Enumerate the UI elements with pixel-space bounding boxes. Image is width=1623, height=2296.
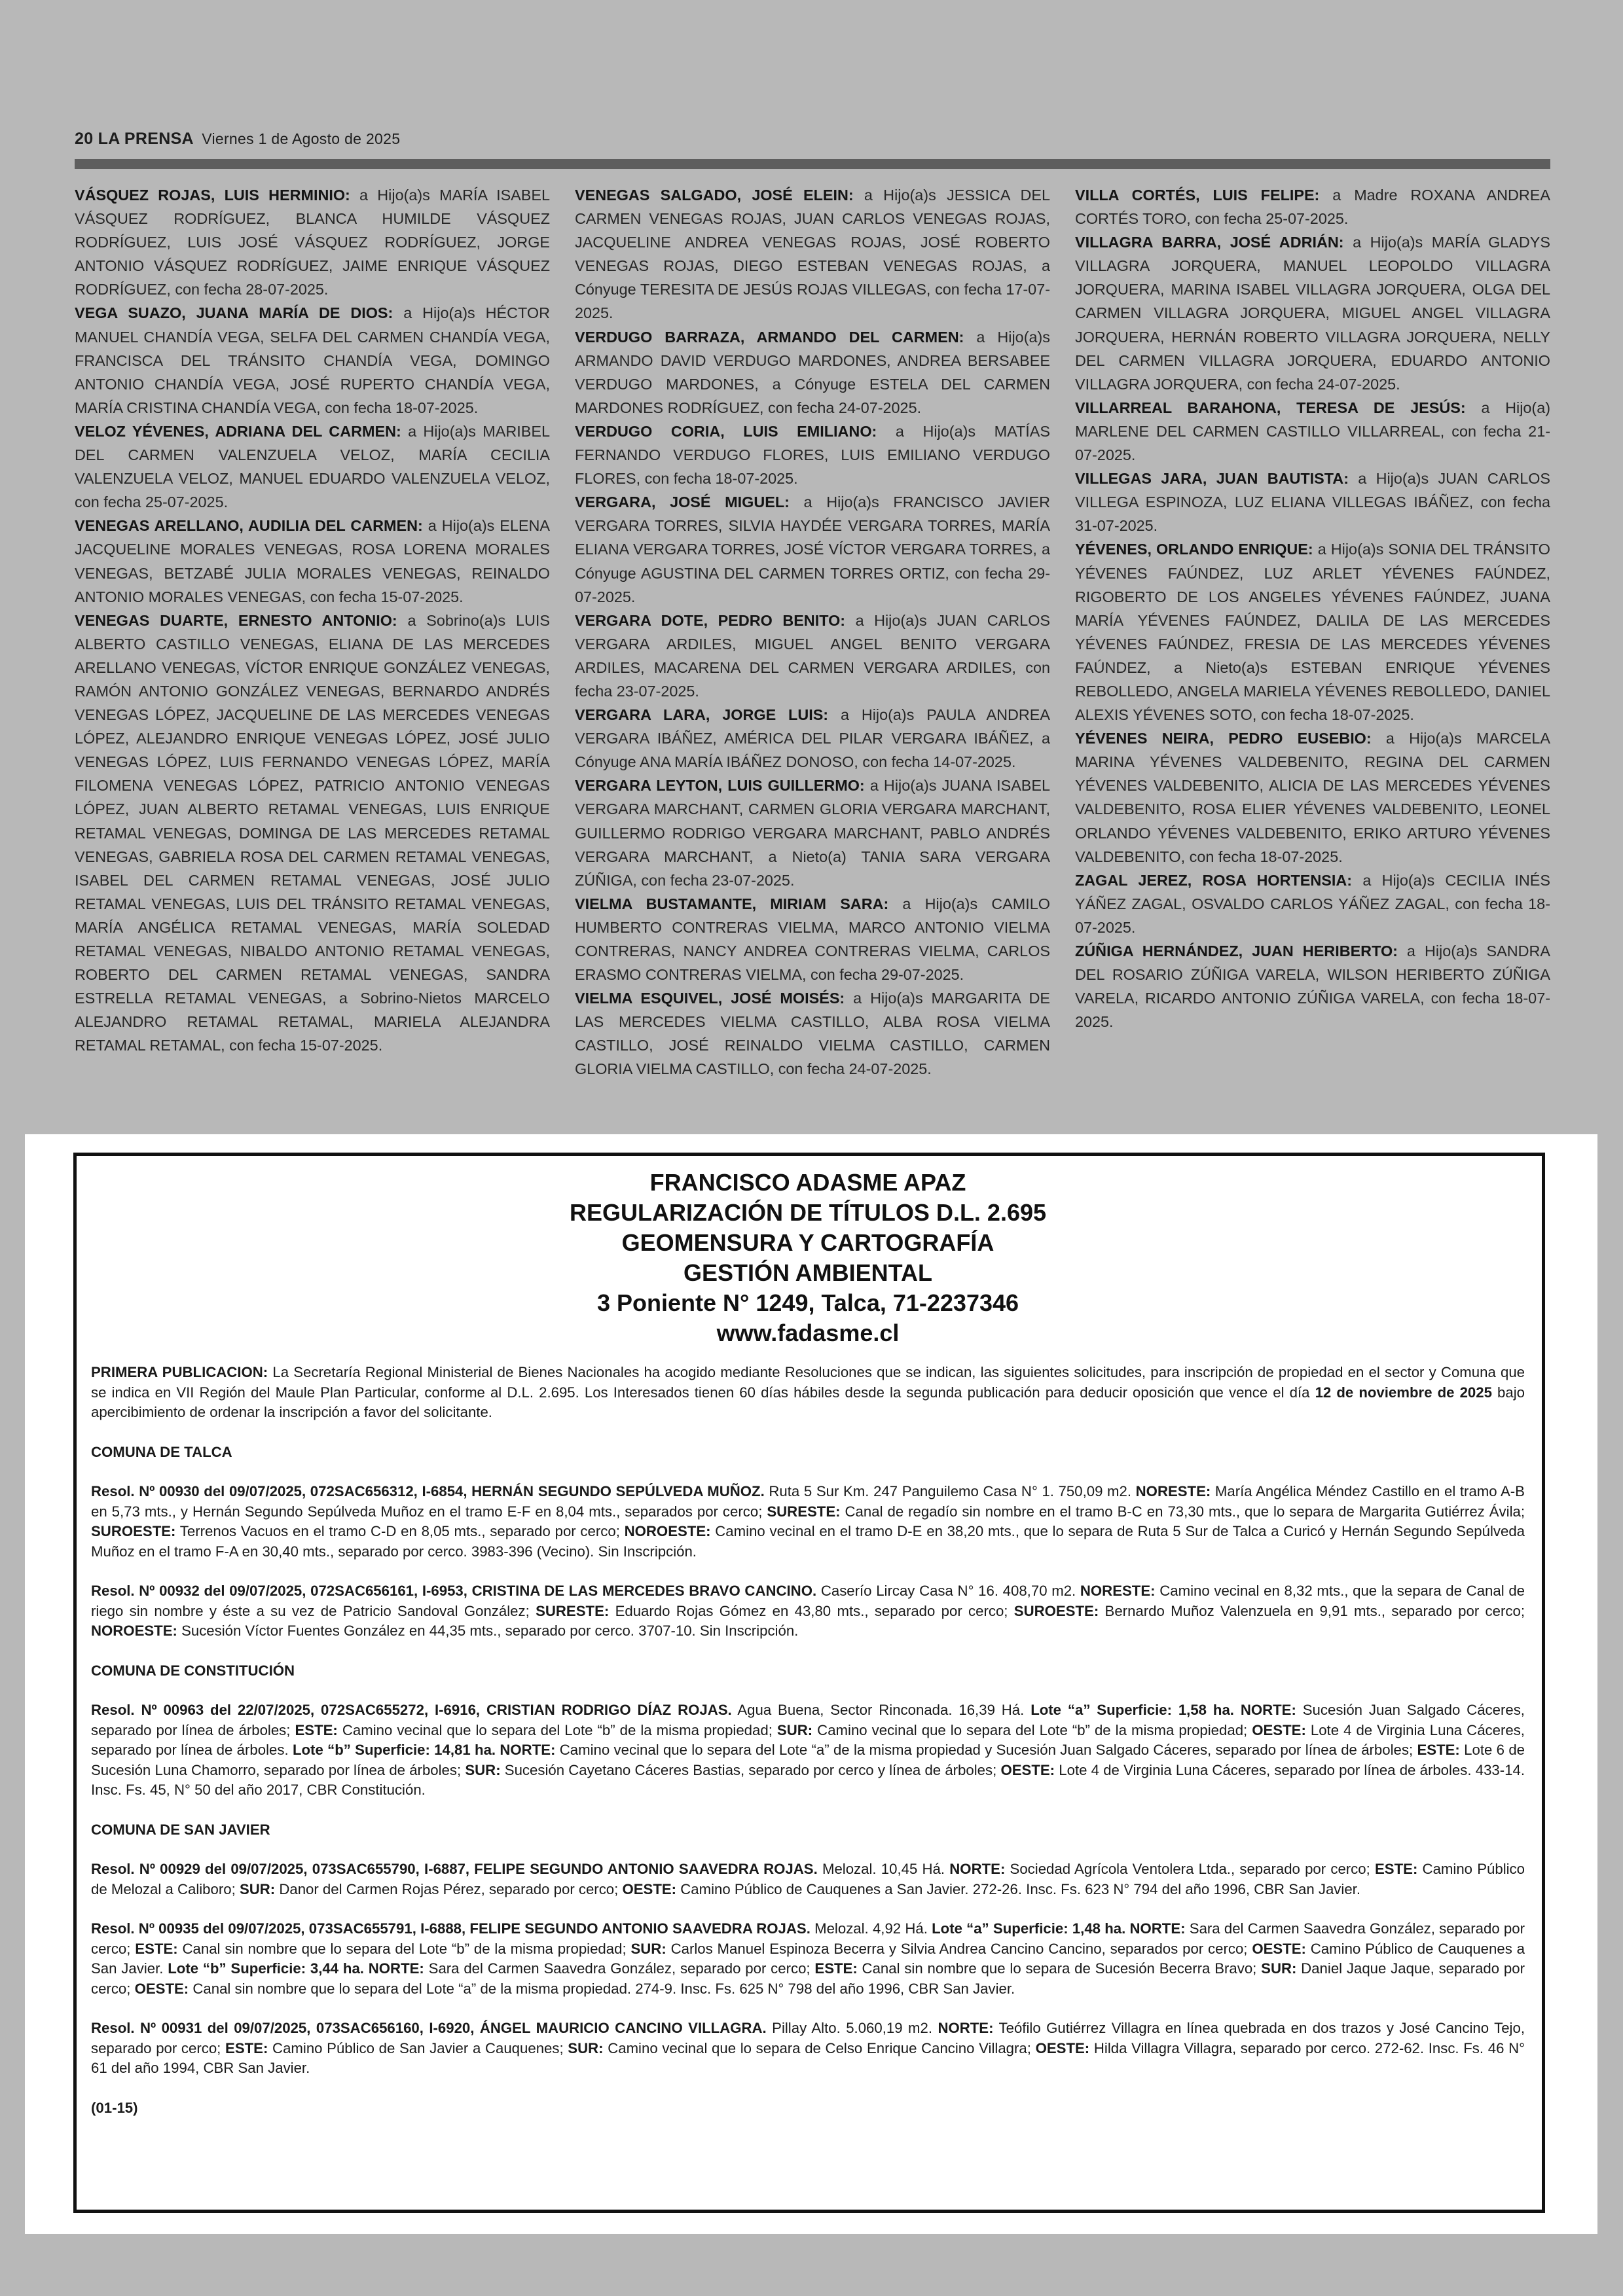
bold-run: Resol. Nº 00929 del 09/07/2025, 073SAC655790, I-6887, FELIPE SEGUNDO ANTONIO SAAVEDRA ROJAS. — [91, 1861, 818, 1877]
bold-run: Lote “b” Superficie: 3,44 ha. NORTE: — [168, 1960, 424, 1977]
death-notices — [75, 183, 1550, 1126]
text-run: Sociedad Agrícola Ventolera Ltda., separado por cerco; — [1005, 1861, 1375, 1877]
heirs-text: a Hijo(a)s MARGARITA DE LAS MERCEDES VIELMA CASTILLO, ALBA ROSA VIELMA CASTILLO, JOSÉ REINALDO VIELMA CASTILLO, CARMEN GLORIA VIELMA CASTILLO, con fecha 24-07-2025. — [575, 990, 1050, 1078]
deceased-name: VIELMA BUSTAMANTE, MIRIAM SARA: — [575, 895, 889, 912]
deceased-name: VERGARA LEYTON, LUIS GUILLERMO: — [575, 777, 865, 795]
notice-entry — [1075, 230, 1550, 396]
page-header — [75, 130, 1550, 156]
text-run: Hilda Villagra Villagra, separado por cerco. 272-62. Insc. Fs. 46 N° 61 del año 1994, CBR San Javier. — [91, 2039, 1525, 2076]
text-run: La Secretaría Regional Ministerial de Bienes Nacionales ha acogido mediante Resoluciones que se indican, las siguientes solicitudes, para inscripción de propiedad en el sector y Comuna que se indica en VII Región del Maule Plan Particular, conforme al D.L. 2.695. Los Interesados tienen 60 días hábiles desde la segunda publicación para deducir oposición que vence el día — [91, 1364, 1525, 1401]
notice-code: (01-15) — [91, 2099, 138, 2116]
heirs-text: a Hijo(a)s JUAN CARLOS VILLEGA ESPINOZA, LUZ ELIANA VILLEGAS IBÁÑEZ, con fecha 31-07-2025. — [1075, 470, 1551, 535]
bold-run: OESTE: — [134, 1980, 189, 1997]
notice-entry — [575, 986, 1050, 1081]
heirs-text: a Hijo(a)s MARÍA ISABEL VÁSQUEZ RODRÍGUEZ, BLANCA HUMILDE VÁSQUEZ RODRÍGUEZ, LUIS JOSÉ VÁSQUEZ RODRÍGUEZ, JORGE ANTONIO VÁSQUEZ RODRÍGUEZ, JAIME ENRIQUE VÁSQUEZ RODRÍGUEZ, con fecha 28-07-2025. — [75, 187, 550, 298]
text-run: Pillay Alto. 5.060,19 m2. — [766, 2020, 938, 2036]
text-run: Canal de regadío sin nombre en el tramo B-C en 73,30 mts., que lo separa de Margarita Gutiérrez Ávila; — [840, 1503, 1525, 1520]
notice-entry — [575, 490, 1050, 608]
text-run: Canal sin nombre que lo separa del Lote “a” de la misma propiedad. 274-9. Insc. Fs. 625 N° 798 del año 1996, CBR San Javier. — [189, 1980, 1015, 1997]
bold-run: SUROESTE: — [1013, 1602, 1099, 1619]
deceased-name: YÉVENES, ORLANDO ENRIQUE: — [1075, 541, 1313, 558]
bold-run: NOROESTE: — [91, 1623, 177, 1639]
notice-box — [73, 1153, 1545, 2213]
commune-heading: COMUNA DE SAN JAVIER — [91, 1821, 270, 1838]
bold-run: OESTE: — [1252, 1940, 1306, 1957]
column-1 — [75, 183, 550, 1126]
text-run: Lote 4 de Virginia Luna Cáceres, separado por línea de árboles. 433-14. Insc. Fs. 45, N° 50 del año 2017, CBR Constitución. — [91, 1761, 1525, 1798]
notice-entry — [575, 774, 1050, 891]
resolution-item — [91, 1482, 1525, 1562]
deceased-name: VELOZ YÉVENES, ADRIANA DEL CARMEN: — [75, 422, 401, 440]
bold-run: ESTE: — [1417, 1742, 1460, 1758]
bold-run: SURESTE: — [767, 1503, 841, 1520]
heirs-text: a Hijo(a)s MARCELA MARINA YÉVENES VALDEBENITO, REGINA DEL CARMEN YÉVENES VALDEBENITO, ALICIA DE LAS MERCEDES YÉVENES VALDEBENITO, ROSA ELIER YÉVENES VALDEBENITO, LEONEL ORLANDO YÉVENES VALDEBENITO, ERIKO ARTURO YÉVENES VALDEBENITO, con fecha 18-07-2025. — [1075, 730, 1550, 865]
bold-run: SURESTE: — [536, 1602, 610, 1619]
deceased-name: VENEGAS ARELLANO, AUDILIA DEL CARMEN: — [75, 517, 423, 535]
text-run: Canal sin nombre que lo separa del Lote “b” de la misma propiedad; — [177, 1940, 631, 1957]
bold-run: SUR: — [630, 1940, 666, 1957]
deceased-name: VILLAGRA BARRA, JOSÉ ADRIÁN: — [1075, 234, 1344, 251]
deceased-name: VERGARA DOTE, PEDRO BENITO: — [575, 611, 846, 629]
text-run: Sucesión Cayetano Cáceres Bastias, separado por cerco y línea de árboles; — [500, 1761, 1001, 1778]
heirs-text: a Hijo(a)s ARMANDO DAVID VERDUGO MARDONES, ANDREA BERSABEE VERDUGO MARDONES, a Cónyuge ESTELA DEL CARMEN MARDONES RODRÍGUEZ, con fecha 24-07-2025. — [575, 328, 1050, 416]
notice-entry — [1075, 396, 1550, 467]
deceased-name: VERGARA, JOSÉ MIGUEL: — [575, 493, 790, 511]
notice-entry — [1075, 939, 1550, 1033]
resolution-item — [91, 1859, 1525, 1899]
text-run: Camino vecinal que lo separa del Lote “b” de la misma propiedad; — [812, 1721, 1252, 1738]
resolution-item — [91, 1581, 1525, 1641]
bold-run: OESTE: — [1035, 2039, 1090, 2056]
commune-heading: COMUNA DE CONSTITUCIÓN — [91, 1662, 295, 1679]
heirs-text: a Hijo(a)s JESSICA DEL CARMEN VENEGAS ROJAS, JUAN CARLOS VENEGAS ROJAS, JACQUELINE ANDREA VENEGAS ROJAS, JOSÉ ROBERTO VENEGAS ROJAS, DIEGO ESTEBAN VENEGAS ROJAS, a Cónyuge TERESITA DE JESÚS ROJAS VILLEGAS, con fecha 17-07-2025. — [575, 187, 1050, 322]
resolution-item — [91, 2018, 1525, 2079]
bold-run: ESTE: — [135, 1940, 178, 1957]
heirs-text: a Hijo(a)s HÉCTOR MANUEL CHANDÍA VEGA, SELFA DEL CARMEN CHANDÍA VEGA, FRANCISCA DEL TRÁNSITO CHANDÍA VEGA, DOMINGO ANTONIO CHANDÍA VEGA, JOSÉ RUPERTO CHANDÍA VEGA, MARÍA CRISTINA CHANDÍA VEGA, con fecha 18-07-2025. — [75, 304, 550, 416]
heirs-text: a Hijo(a)s MATÍAS FERNANDO VERDUGO FLORES, LUIS EMILIANO VERDUGO FLORES, con fecha 18-07-2025. — [575, 422, 1050, 488]
text-run: Camino Público de Cauquenes a San Javier. 272-26. Insc. Fs. 623 N° 794 del año 1996, CBR San Javier. — [676, 1880, 1360, 1897]
text-run: Agua Buena, Sector Rinconada. 16,39 Há. — [731, 1702, 1031, 1718]
bold-run: ESTE: — [225, 2039, 268, 2056]
text-run: Camino Público de San Javier a Cauquenes; — [268, 2039, 568, 2056]
notice-heading-line: REGULARIZACIÓN DE TÍTULOS D.L. 2.695 — [569, 1199, 1047, 1226]
deceased-name: VENEGAS SALGADO, JOSÉ ELEIN: — [575, 187, 854, 204]
bold-run: 12 de noviembre de 2025 — [1315, 1384, 1492, 1401]
heirs-text: a Hijo(a)s PAULA ANDREA VERGARA IBÁÑEZ, AMÉRICA DEL PILAR VERGARA IBÁÑEZ, a Cónyuge ANA MARÍA IBÁÑEZ DONOSO, con fecha 14-07-2025. — [575, 706, 1051, 771]
notice-entry — [1075, 537, 1550, 726]
text-run: Terrenos Vacuos en el tramo C-D en 8,05 mts., separado por cerco; — [175, 1523, 625, 1539]
notice-intro — [91, 1363, 1525, 1423]
notice-heading-line: GESTIÓN AMBIENTAL — [684, 1259, 932, 1286]
bold-run: Lote “a” Superficie: 1,58 ha. NORTE: — [1030, 1702, 1296, 1718]
column-2 — [575, 183, 1050, 1126]
column-3 — [1075, 183, 1550, 1126]
deceased-name: VÁSQUEZ ROJAS, LUIS HERMINIO: — [75, 187, 350, 204]
deceased-name: YÉVENES NEIRA, PEDRO EUSEBIO: — [1075, 730, 1372, 747]
text-run: Camino Público de Cauquenes a San Javier. — [91, 1940, 1525, 1977]
bold-run: Resol. Nº 00932 del 09/07/2025, 072SAC656161, I-6953, CRISTINA DE LAS MERCEDES BRAVO CANCINO. — [91, 1583, 817, 1599]
text-run: Camino vecinal que lo separa del Lote “b” de la misma propiedad; — [337, 1721, 777, 1738]
newspaper-name: LA PRENSA — [98, 130, 193, 148]
issue-date: Viernes 1 de Agosto de 2025 — [202, 130, 401, 147]
bold-run: NORESTE: — [1080, 1583, 1156, 1599]
text-run: Daniel Jaque Jaque, separado por cerco; — [91, 1960, 1525, 1997]
header-rule — [75, 159, 1550, 169]
folio — [75, 130, 400, 148]
text-run: Lote 4 de Virginia Luna Cáceres, separado por línea de árboles. — [91, 1721, 1525, 1758]
notice-heading-line: 3 Poniente N° 1249, Talca, 71-2237346 — [596, 1289, 1019, 1316]
notice-heading-line: GEOMENSURA Y CARTOGRAFÍA — [621, 1229, 994, 1256]
text-run: Melozal. 4,92 Há. — [810, 1920, 932, 1937]
bold-run: OESTE: — [1252, 1721, 1306, 1738]
notice-entry — [575, 892, 1050, 986]
deceased-name: VILLEGAS JARA, JUAN BAUTISTA: — [1075, 470, 1349, 488]
deceased-name: VILLARREAL BARAHONA, TERESA DE JESÚS: — [1075, 399, 1466, 416]
deceased-name: VERDUGO BARRAZA, ARMANDO DEL CARMEN: — [575, 328, 964, 346]
bold-run: PRIMERA PUBLICACION: — [91, 1364, 268, 1380]
bold-run: Resol. Nº 00931 del 09/07/2025, 073SAC656160, I-6920, ÁNGEL MAURICIO CANCINO VILLAGRA. — [91, 2020, 767, 2036]
deceased-name: ZAGAL JEREZ, ROSA HORTENSIA: — [1075, 871, 1353, 889]
notice-sections — [91, 1443, 1525, 2079]
notice-entry — [575, 703, 1050, 774]
heirs-text: a Hijo(a) MARLENE DEL CARMEN CASTILLO VILLARREAL, con fecha 21-07-2025. — [1075, 399, 1551, 464]
text-run: Melozal. 10,45 Há. — [817, 1861, 950, 1877]
heirs-text: a Hijo(a)s ELENA JACQUELINE MORALES VENEGAS, ROSA LORENA MORALES VENEGAS, BETZABÉ JULIA MORALES VENEGAS, REINALDO ANTONIO MORALES VENEGAS, con fecha 15-07-2025. — [75, 517, 550, 605]
notice-entry — [575, 420, 1050, 490]
heirs-text: a Hijo(a)s SONIA DEL TRÁNSITO YÉVENES FAÚNDEZ, LUZ ARLET YÉVENES FAÚNDEZ, RIGOBERTO DE LOS ANGELES YÉVENES FAÚNDEZ, JUANA MARÍA YÉVENES FAÚNDEZ, DALILA DE LAS MERCEDES YÉVENES FAÚNDEZ, FRESIA DE LAS MERCEDES YÉVENES FAÚNDEZ, a Nieto(a)s ESTEBAN ENRIQUE YÉVENES REBOLLEDO, ANGELA MARIELA YÉVENES REBOLLEDO, DANIEL ALEXIS YÉVENES SOTO, con fecha 18-07-2025. — [1075, 541, 1550, 724]
heirs-text: a Hijo(a)s FRANCISCO JAVIER VERGARA TORRES, SILVIA HAYDÉE VERGARA TORRES, MARÍA ELIANA VERGARA TORRES, JOSÉ VÍCTOR VERGARA TORRES, a Cónyuge AGUSTINA DEL CARMEN TORRES ORTIZ, con fecha 29-07-2025. — [575, 493, 1050, 605]
heirs-text: a Hijo(a)s MARIBEL DEL CARMEN VALENZUELA VELOZ, MARÍA CECILIA VALENZUELA VELOZ, MANUEL EDUARDO VALENZUELA VELOZ, con fecha 25-07-2025. — [75, 422, 550, 511]
text-run: Teófilo Gutiérrez Villagra en línea quebrada en dos trazos y José Cancino Tejo, separado por cerco; — [91, 2020, 1525, 2056]
deceased-name: VEGA SUAZO, JUANA MARÍA DE DIOS: — [75, 304, 393, 322]
text-run: Sucesión Víctor Fuentes González en 44,35 mts., separado por cerco. 3707-10. Sin Inscripción. — [177, 1623, 799, 1639]
notice-entry — [1075, 183, 1550, 230]
heirs-text: a Sobrino(a)s LUIS ALBERTO CASTILLO VENEGAS, ELIANA DE LAS MERCEDES ARELLANO VENEGAS, VÍCTOR ENRIQUE GONZÁLEZ VENEGAS, RAMÓN ANTONIO GONZÁLEZ VENEGAS, BERNARDO ANDRÉS VENEGAS LÓPEZ, JACQUELINE DE LAS MERCEDES VENEGAS LÓPEZ, ALEJANDRO ENRIQUE VENEGAS LÓPEZ, JOSÉ JULIO VENEGAS LÓPEZ, LUIS FERNANDO VENEGAS LÓPEZ, MARÍA FILOMENA VENEGAS LÓPEZ, PATRICIO ANTONIO VENEGAS LÓPEZ, JUAN ALBERTO RETAMAL VENEGAS, LUIS ENRIQUE RETAMAL VENEGAS, DOMINGA DE LAS MERCEDES RETAMAL VENEGAS, GABRIELA ROSA DEL CARMEN RETAMAL VENEGAS, ISABEL DEL CARMEN RETAMAL VENEGAS, JOSÉ JULIO RETAMAL VENEGAS, LUIS DEL TRÁNSITO RETAMAL VENEGAS, MARÍA ANGÉLICA RETAMAL VENEGAS, MARÍA SOLEDAD RETAMAL VENEGAS, NIBALDO ANTONIO RETAMAL VENEGAS, ROBERTO DEL CARMEN RETAMAL VENEGAS, SANDRA ESTRELLA RETAMAL VENEGAS, a Sobrino-Nietos MARCELO ALEJANDRO RETAMAL RETAMAL, MARIELA ALEJANDRA RETAMAL RETAMAL, con fecha 15-07-2025. — [75, 611, 550, 1054]
heirs-text: a Madre ROXANA ANDREA CORTÉS TORO, con fecha 25-07-2025. — [1075, 187, 1550, 228]
heirs-text: a Hijo(a)s JUAN CARLOS VERGARA ARDILES, MIGUEL ANGEL BENITO VERGARA ARDILES, MACARENA DEL CARMEN VERGARA ARDILES, con fecha 23-07-2025. — [575, 611, 1050, 700]
deceased-name: ZÚÑIGA HERNÁNDEZ, JUAN HERIBERTO: — [1075, 942, 1398, 960]
notice-entry — [1075, 467, 1550, 537]
heirs-text: a Hijo(a)s JUANA ISABEL VERGARA MARCHANT, CARMEN GLORIA VERGARA MARCHANT, GUILLERMO RODRIGO VERGARA MARCHANT, PABLO ANDRÉS VERGARA MARCHANT, a Nieto(a) TANIA SARA VERGARA ZÚÑIGA, con fecha 23-07-2025. — [575, 777, 1051, 889]
notice-body — [91, 1363, 1525, 2118]
deceased-name: VILLA CORTÉS, LUIS FELIPE: — [1075, 187, 1320, 204]
bold-run: Resol. Nº 00935 del 09/07/2025, 073SAC655791, I-6888, FELIPE SEGUNDO ANTONIO SAAVEDRA ROJAS. — [91, 1920, 811, 1937]
text-run: Sucesión Juan Salgado Cáceres, separado por línea de árboles; — [91, 1702, 1525, 1738]
notice-entry — [75, 420, 550, 514]
notice-heading-line: www.fadasme.cl — [716, 1319, 900, 1346]
text-run: Caserío Lircay Casa N° 16. 408,70 m2. — [816, 1583, 1080, 1599]
bold-run: NOROESTE: — [624, 1523, 711, 1539]
bold-run: NORESTE: — [1135, 1483, 1211, 1499]
deceased-name: VENEGAS DUARTE, ERNESTO ANTONIO: — [75, 611, 397, 629]
text-run: Bernardo Muñoz Valenzuela en 9,91 mts., separado por cerco; — [1099, 1602, 1525, 1619]
bold-run: Lote “a” Superficie: 1,48 ha. NORTE: — [932, 1920, 1186, 1937]
notice-entry — [75, 609, 550, 1058]
bold-run: OESTE: — [1000, 1761, 1055, 1778]
bold-run: SUR: — [568, 2039, 604, 2056]
resolution-item — [91, 1919, 1525, 1999]
text-run: Camino vecinal que lo separa del Lote “a” de la misma propiedad y Sucesión Juan Salgado Cáceres, separado por línea de árboles; — [555, 1742, 1417, 1758]
deceased-name: VERDUGO CORIA, LUIS EMILIANO: — [575, 422, 877, 440]
notice-entry — [575, 325, 1050, 420]
bold-run: ESTE: — [295, 1721, 338, 1738]
notice-entry — [575, 183, 1050, 325]
bold-run: SUR: — [239, 1880, 276, 1897]
commune-heading: COMUNA DE TALCA — [91, 1443, 232, 1460]
deceased-name: VERGARA LARA, JORGE LUIS: — [575, 706, 829, 724]
notice-entry — [1075, 726, 1550, 869]
text-run: María Angélica Méndez Castillo en el tramo A-B en 5,73 mts., y Hernán Segundo Sepúlveda Muñoz en el tramo E-F en 8,04 mts., separados por cerco; — [91, 1483, 1525, 1520]
bold-run: Resol. Nº 00930 del 09/07/2025, 072SAC656312, I-6854, HERNÁN SEGUNDO SEPÚLVEDA MUÑOZ. — [91, 1483, 765, 1499]
text-run: bajo apercibimiento de ordenar la inscripción a favor del solicitante. — [91, 1384, 1525, 1420]
notice-entry — [575, 609, 1050, 703]
text-run: Eduardo Rojas Gómez en 43,80 mts., separado por cerco; — [609, 1602, 1014, 1619]
bold-run: NORTE: — [938, 2020, 994, 2036]
text-run: Danor del Carmen Rojas Pérez, separado por cerco; — [275, 1880, 623, 1897]
bold-run: NORTE: — [949, 1861, 1006, 1877]
bold-run: ESTE: — [814, 1960, 858, 1977]
text-run: Camino vecinal en el tramo D-E en 38,20 mts., que lo separa de Ruta 5 Sur de Talca a Curicó y Hernán Segundo Sepúlveda Muñoz en el tramo F-A en 30,40 mts., separado por cerco. 3983-396 (Vecino). Sin Inscripción. — [91, 1523, 1525, 1560]
notice-entry — [75, 514, 550, 608]
text-run: Canal sin nombre que lo separa de Sucesión Becerra Bravo; — [857, 1960, 1262, 1977]
bold-run: SUR: — [465, 1761, 501, 1778]
text-run: Ruta 5 Sur Km. 247 Panguilemo Casa N° 1. 750,09 m2. — [764, 1483, 1136, 1499]
text-run: Sara del Carmen Saavedra González, separado por cerco; — [91, 1920, 1525, 1957]
notice-entry — [75, 301, 550, 419]
notice-heading-line: FRANCISCO ADASME APAZ — [649, 1169, 966, 1196]
bold-run: OESTE: — [622, 1880, 677, 1897]
bold-run: Lote “b” Superficie: 14,81 ha. NORTE: — [292, 1742, 556, 1758]
bold-run: SUR: — [1261, 1960, 1297, 1977]
text-run: Sara del Carmen Saavedra González, separado por cerco; — [424, 1960, 815, 1977]
bold-run: SUR: — [776, 1721, 813, 1738]
heirs-text: a Hijo(a)s SANDRA DEL ROSARIO ZÚÑIGA VARELA, WILSON HERIBERTO ZÚÑIGA VARELA, RICARDO ANTONIO ZÚÑIGA VARELA, con fecha 18-07-2025. — [1075, 942, 1550, 1031]
text-run: Camino vecinal que lo separa de Celso Enrique Cancino Villagra; — [603, 2039, 1036, 2056]
heirs-text: a Hijo(a)s CAMILO HUMBERTO CONTRERAS VIELMA, MARCO ANTONIO VIELMA CONTRERAS, NANCY ANDREA CONTRERAS VIELMA, CARLOS ERASMO CONTRERAS VIELMA, con fecha 29-07-2025. — [575, 895, 1050, 984]
notice-entry — [75, 183, 550, 301]
text-run: Camino Público de Melozal a Caliboro; — [91, 1861, 1525, 1897]
bold-run: Resol. Nº 00963 del 22/07/2025, 072SAC655272, I-6916, CRISTIAN RODRIGO DÍAZ ROJAS. — [91, 1702, 732, 1718]
deceased-name: VIELMA ESQUIVEL, JOSÉ MOISÉS: — [575, 990, 845, 1007]
text-run: Carlos Manuel Espinoza Becerra y Silvia Andrea Cancino Cancino, separados por cerco; — [666, 1940, 1252, 1957]
text-run: Lote 6 de Sucesión Luna Chamorro, separado por línea de árboles; — [91, 1742, 1525, 1778]
heirs-text: a Hijo(a)s MARÍA GLADYS VILLAGRA JORQUERA, MANUEL LEOPOLDO VILLAGRA JORQUERA, MARINA ISABEL VILLAGRA JORQUERA, OLGA DEL CARMEN VILLAGRA JORQUERA, MIGUEL ANGEL VILLAGRA JORQUERA, HERNÁN ROBERTO VILLAGRA JORQUERA, NELLY DEL CARMEN VILLAGRA JORQUERA, EDUARDO ANTONIO VILLAGRA JORQUERA, con fecha 24-07-2025. — [1075, 234, 1550, 393]
bold-run: ESTE: — [1375, 1861, 1418, 1877]
text-run: Camino vecinal en 8,32 mts., que la separa de Canal de riego sin nombre y éste a su vez de Patricio Sandoval González; — [91, 1583, 1525, 1619]
heirs-text: a Hijo(a)s CECILIA INÉS YÁÑEZ ZAGAL, OSVALDO CARLOS YÁÑEZ ZAGAL, con fecha 18-07-2025. — [1075, 871, 1550, 936]
notice-entry — [1075, 869, 1550, 939]
resolution-item — [91, 1700, 1525, 1801]
bold-run: SUROESTE: — [91, 1523, 176, 1539]
notice-heading — [91, 1168, 1525, 1348]
page-number: 20 — [75, 130, 94, 148]
